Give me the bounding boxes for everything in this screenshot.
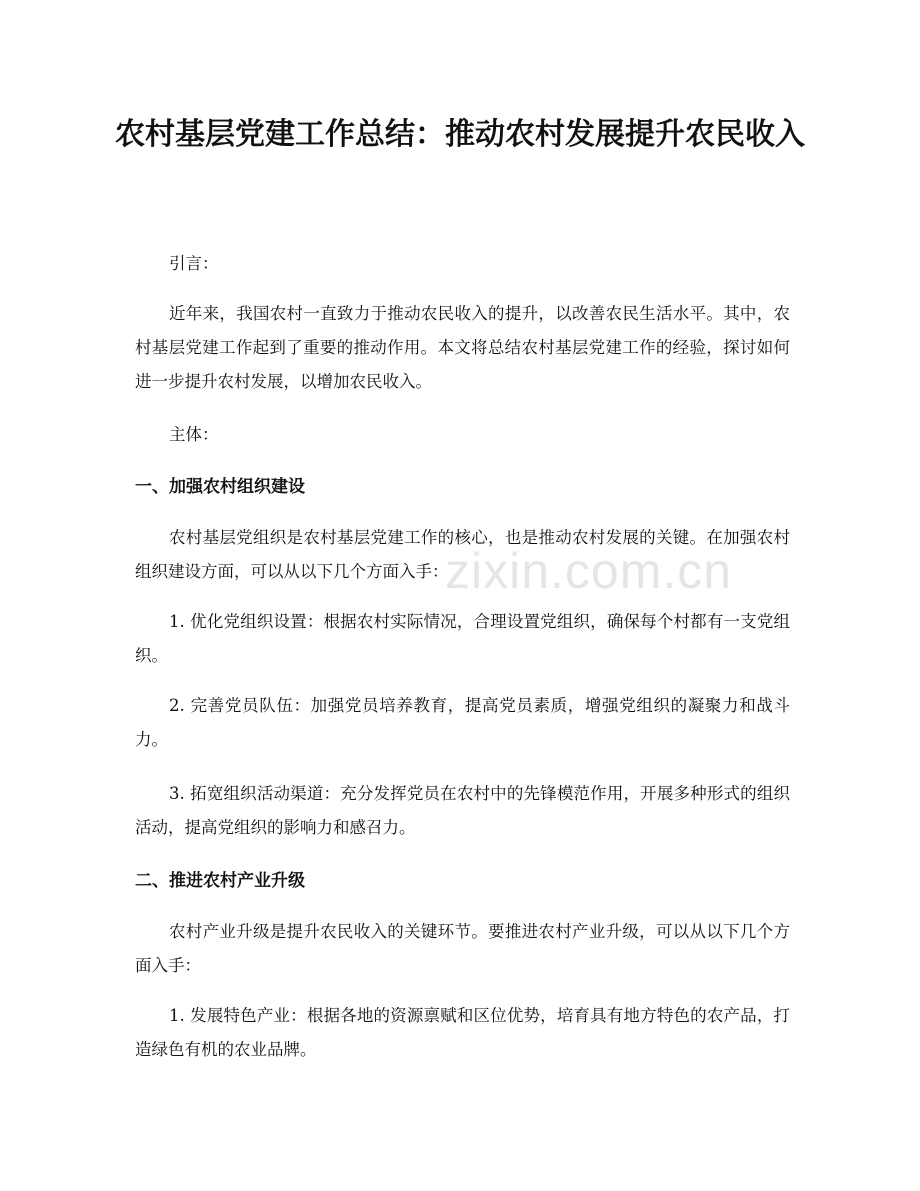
intro-label: 引言： [169, 254, 219, 273]
section1-paragraph: 农村基层党组织是农村基层党建工作的核心，也是推动农村发展的关键。在加强农村组织建设方面，可以从以下几个方面入手： [135, 528, 790, 581]
section2-paragraph: 农村产业升级是提升农民收入的关键环节。要推进农村产业升级，可以从以下几个方面入手： [135, 922, 790, 975]
section1-item-1: 1. 优化党组织设置：根据农村实际情况，合理设置党组织，确保每个村都有一支党组织。 [135, 612, 790, 665]
watermark-text: zixin.com.cn [445, 543, 733, 599]
document-title: 农村基层党建工作总结：推动农村发展提升农民收入 [115, 117, 805, 152]
body-label: 主体： [169, 425, 219, 444]
section-heading-2: 二、推进农村产业升级 [135, 871, 305, 891]
section2-item-1: 1. 发展特色产业：根据各地的资源禀赋和区位优势，培育具有地方特色的农产品，打造绿色有机的农业品牌。 [135, 1006, 790, 1059]
section-heading-1: 一、加强农村组织建设 [135, 477, 305, 497]
section1-item-3: 3. 拓宽组织活动渠道：充分发挥党员在农村中的先锋模范作用，开展多种形式的组织活动，提高党组织的影响力和感召力。 [135, 784, 790, 837]
section1-item-2: 2. 完善党员队伍：加强党员培养教育，提高党员素质，增强党组织的凝聚力和战斗力。 [135, 696, 790, 749]
intro-paragraph: 近年来，我国农村一直致力于推动农民收入的提升，以改善农民生活水平。其中，农村基层党建工作起到了重要的推动作用。本文将总结农村基层党建工作的经验，探讨如何进一步提升农村发展，以增加农民收入。 [135, 304, 790, 391]
